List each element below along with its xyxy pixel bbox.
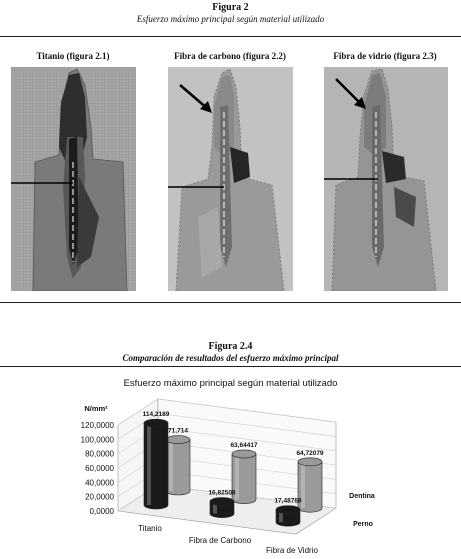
figure-2-title: Figura 2 <box>212 2 249 13</box>
panel-title-titanio: Titanio (figura 2.1) <box>36 51 110 61</box>
data-label: 16,82508 <box>208 489 236 497</box>
figure-24-title: Figura 2.4 <box>208 341 253 352</box>
bar-dentina <box>298 458 322 512</box>
y-axis-label: N/mm² <box>84 404 108 413</box>
figure-24-rule <box>0 366 461 367</box>
fem-image-vidrio <box>324 67 448 291</box>
bar-perno <box>276 506 300 527</box>
chart <box>0 390 461 559</box>
panel-title-carbono: Fibra de carbono (figura 2.2) <box>174 51 286 61</box>
chart-title: Esfuerzo máximo principal según material utilizado <box>123 378 338 389</box>
data-label: 64,72079 <box>296 449 324 457</box>
y-tick-label: 80,0000 <box>85 449 114 459</box>
bar-dentina <box>166 436 190 495</box>
data-label: 114,2189 <box>142 411 170 419</box>
x-category-label: Fibra de Vidrio <box>266 546 318 555</box>
y-tick-label: 0,0000 <box>89 507 114 516</box>
y-tick-label: 100,0000 <box>80 435 114 445</box>
x-category-label: Titanio <box>138 524 162 533</box>
fem-image-carbono <box>168 67 293 291</box>
middle-rule <box>0 302 461 303</box>
series-label: Perno <box>353 521 373 528</box>
y-tick-label: 20,0000 <box>85 492 114 502</box>
data-label: 71,714 <box>168 427 188 435</box>
bar-dentina <box>232 450 256 504</box>
fem-image-titanio <box>11 67 136 291</box>
figure-2-subtitle: Esfuerzo máximo principal según material utilizado <box>136 14 325 24</box>
series-label: Dentina <box>349 493 375 500</box>
data-label: 17,48768 <box>274 497 302 505</box>
bar-perno <box>144 419 168 509</box>
y-tick-label: 120,0000 <box>80 421 114 430</box>
panel-title-vidrio: Fibra de vidrio (figura 2.3) <box>333 51 437 61</box>
bar-perno <box>210 498 234 518</box>
data-label: 63,64417 <box>230 441 258 449</box>
figure-24-subtitle: Comparación de resultados del esfuerzo máximo principal <box>122 353 339 363</box>
y-tick-label: 60,0000 <box>85 464 114 473</box>
y-tick-label: 40,0000 <box>85 478 114 488</box>
top-rule <box>0 36 461 37</box>
x-category-label: Fibra de Carbono <box>188 536 252 545</box>
